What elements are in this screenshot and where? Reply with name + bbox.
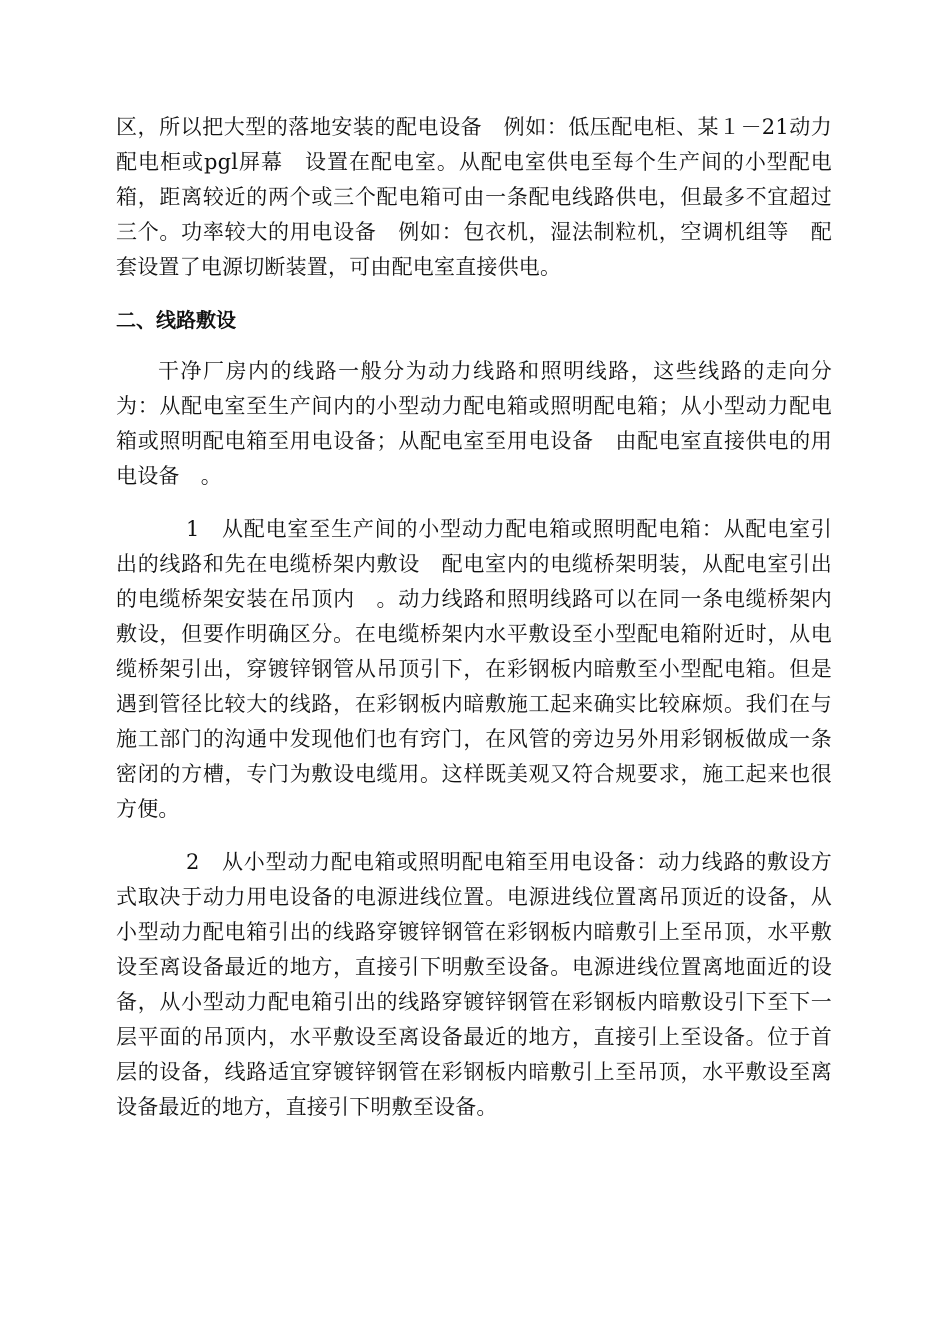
paragraph-power-distribution: 区，所以把大型的落地安装的配电设备 例如：低压配电柜、某１－21动力配电柜或pgl屏幕 设置在配电室。从配电室供电至每个生产间的小型配电箱，距离较近的两个或三个配电箱可由一条配电线路供电，但最多不宜超过三个。功率较大的用电设备 例如：包衣机，湿法制粒机，空调机组等 配套设置了电源切断装置，可由配电室直接供电。: [116, 115, 832, 279]
paragraph-line-routing-intro: 干净厂房内的线路一般分为动力线路和照明线路，这些线路的走向分为：从配电室至生产间内的小型动力配电箱或照明配电箱；从小型动力配电箱或照明配电箱至用电设备；从配电室至用电设备 由配电室直接供电的用电设备 。: [116, 359, 832, 488]
paragraph-item-1: 1 从配电室至生产间的小型动力配电箱或照明配电箱：从配电室引出的线路和先在电缆桥架内敷设 配电室内的电缆桥架明装，从配电室引出的电缆桥架安装在吊顶内 。动力线路和照明线路可以在同一条电缆桥架内敷设，但要作明确区分。在电缆桥架内水平敷设至小型配电箱附近时，从电缆桥架引出，穿镀锌钢管从吊顶引下，在彩钢板内暗敷至小型配电箱。但是遇到管径比较大的线路，在彩钢板内暗敷施工起来确实比较麻烦。我们在与施工部门的沟通中发现他们也有窍门，在风管的旁边另外用彩钢板做成一条密闭的方槽，专门为敷设电缆用。这样既美观又符合规要求，施工起来也很方便。: [116, 517, 832, 821]
paragraph-item-2: 2 从小型动力配电箱或照明配电箱至用电设备：动力线路的敷设方式取决于动力用电设备的电源进线位置。电源进线位置离吊顶近的设备，从小型动力配电箱引出的线路穿镀锌钢管在彩钢板内暗敷引上至吊顶，水平敷设至离设备最近的地方，直接引下明敷至设备。电源进线位置离地面近的设备，从小型动力配电箱引出的线路穿镀锌钢管在彩钢板内暗敷设引下至下一层平面的吊顶内，水平敷设至离设备最近的地方，直接引上至设备。位于首层的设备，线路适宜穿镀锌钢管在彩钢板内暗敷引上至吊顶，水平敷设至离设备最近的地方，直接引下明敷至设备。: [116, 850, 832, 1119]
document-page: [116, 110, 832, 1125]
section-heading-line-laying: 二、线路敷设: [116, 308, 236, 332]
